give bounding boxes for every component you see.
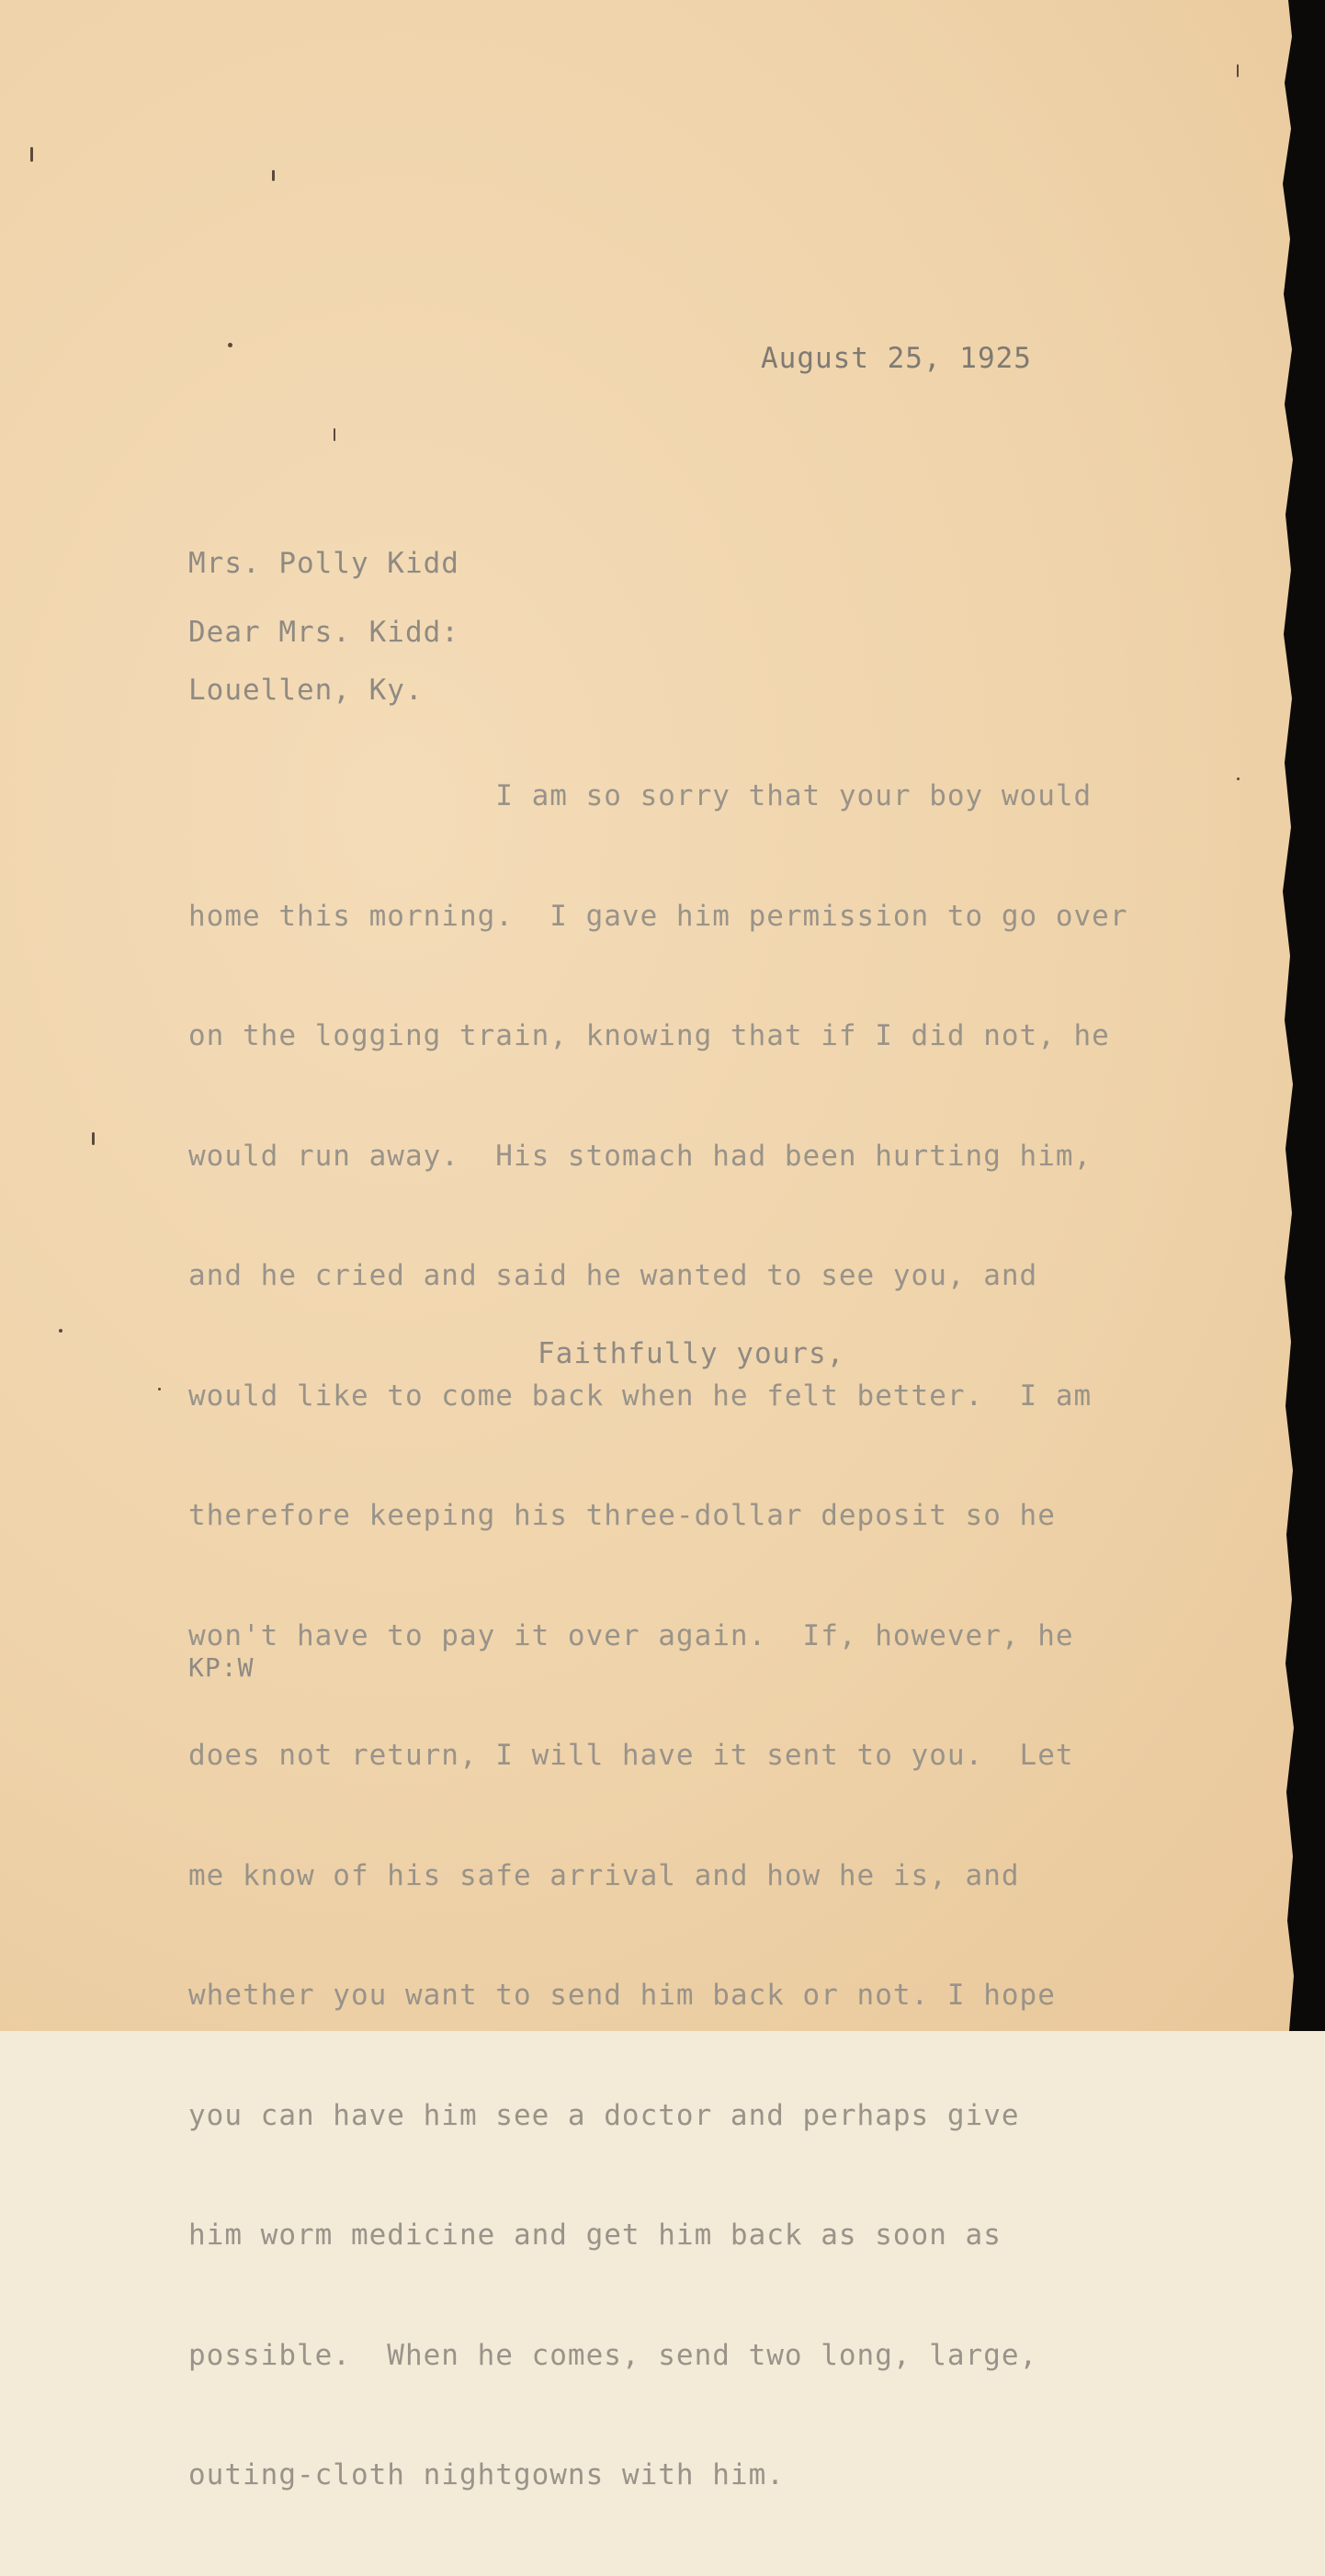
letter-date: August 25, 1925 [761,342,1032,375]
paper-speck [158,1388,161,1390]
body-line: you can have him see a doctor and perhaps give [188,2098,1020,2132]
paper-speck [30,147,33,162]
recipient-name: Mrs. Polly Kidd [188,547,459,580]
paper-speck [334,428,335,441]
body-line: on the logging train, knowing that if I did not, he [188,1019,1110,1052]
closing: Faithfully yours, [538,1337,845,1370]
paper-speck [92,1132,95,1145]
recipient-address: Louellen, Ky. [188,674,424,707]
paper-speck [228,343,232,347]
typist-initials: KP:W [188,1652,255,1683]
paper-speck [1237,64,1239,77]
body-line: me know of his safe arrival and how he is, and [188,1858,1020,1892]
body-line: and he cried and said he wanted to see you, and [188,1259,1038,1292]
paper-speck [272,170,275,181]
body-line: does not return, I will have it sent to you. Let [188,1739,1074,1772]
paper-speck [59,1329,62,1333]
body-line: outing-cloth nightgowns with him. [188,2458,785,2491]
paper-speck [1237,777,1240,780]
letter-body [188,697,1128,2576]
body-line: him worm medicine and get him back as soon as [188,2219,1002,2252]
body-line: whether you want to send him back or not. I hope [188,1979,1056,2012]
body-line: won't have to pay it over again. If, however, he [188,1618,1074,1652]
body-line: I am so sorry that your boy would [188,779,1093,812]
body-line: therefore keeping his three-dollar deposit so he [188,1499,1056,1532]
body-line: would run away. His stomach had been hurting him, [188,1139,1093,1173]
body-line: possible. When he comes, send two long, large, [188,2338,1038,2372]
body-line: home this morning. I gave him permission to go over [188,899,1128,933]
body-line: would like to come back when he felt better. I am [188,1379,1093,1413]
salutation: Dear Mrs. Kidd: [188,616,459,649]
